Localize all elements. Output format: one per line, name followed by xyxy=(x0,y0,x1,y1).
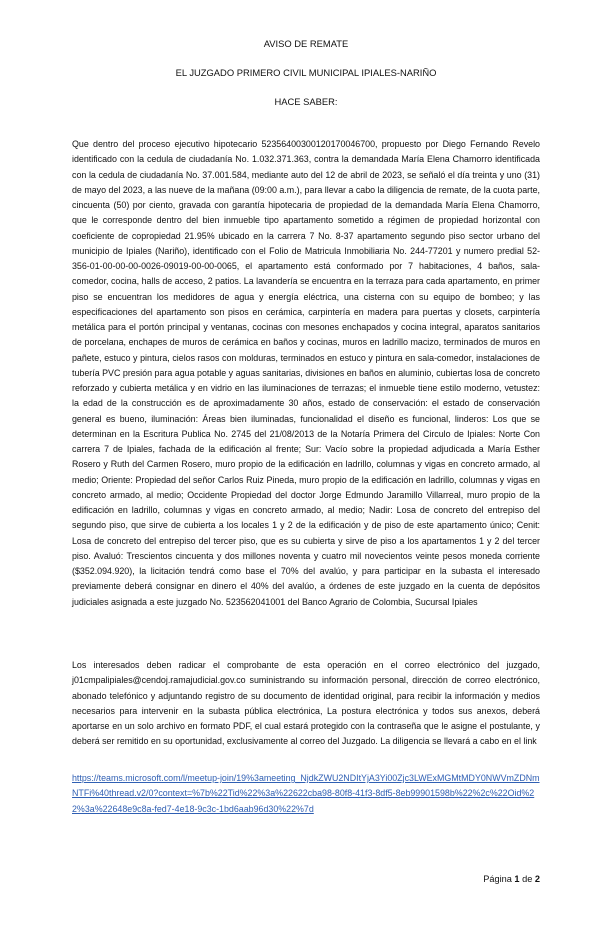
announcement-heading: HACE SABER: xyxy=(274,96,338,107)
court-name: EL JUZGADO PRIMERO CIVIL MUNICIPAL IPIALES-NARIÑO xyxy=(175,67,437,78)
document-title: AVISO DE REMATE xyxy=(263,38,349,49)
page-total: 2 xyxy=(534,874,540,884)
meeting-link[interactable]: https://teams.microsoft.com/l/meetup-join/19%3ameeting_NjdkZWU2NDItYjA3Yi00Zjc3LWExMGMtMDY0NWVmZDNmNTFi%40thread.v2/0?context=%7b%22Tid%22%3a%22622cba98-80f8-41f3-8df5-8eb99901598b%22%2c%22Oid%22%3a%22648e9c8a-fed7-4e18-9c3c-1bd6aab96d30%22%7d xyxy=(72,773,540,814)
instructions-paragraph: Los interesados deben radicar el comprobante de esta operación en el correo electrónico del juzgado, j01cmpalipiales@cendoj.ramajudicial.gov.co suministrando su información personal, dirección de correo electrónico, abonado telefónico y adjuntando registro de su documento de identidad original, para recibir la información y medios necesarios para intervenir en la subasta pública electrónica, La postura electrónica y todos sus anexos, deberá aportarse en un solo archivo en formato PDF, el cual estará protegido con la contraseña que le asigne el postulante, y deberá ser remitido en su oportunidad, exclusivamente al correo del Juzgado. La diligencia se llevará a cabo en el link xyxy=(72,660,540,747)
page-label: Página xyxy=(483,874,512,884)
page-current: 1 xyxy=(514,874,520,884)
page-of: de xyxy=(522,874,533,884)
main-paragraph: Que dentro del proceso ejecutivo hipotecario 52356400300120170046700, propuesto por Diego Fernando Revelo identificado con la cedula de ciudadanía No. 1.032.371.363, contra la demandada María Elena Chamorro identificada con la cedula de ciudadanía No. 37.001.584, mediante auto del 12 de abril de 2023, se señaló el día treinta y uno (31) de mayo del 2023, a las nueve de la mañana (09:00 a.m.), para llevar a cabo la diligencia de remate, de la cuota parte, cincuenta (50) por ciento, gravada con garantía hipotecaria de propiedad de la demandada María Elena Chamorro, que le corresponde dentro del bien inmueble tipo apartamento sometido a régimen de propiedad horizontal con coeficiente de copropiedad 21.95% ubicado en la carrera 7 No. 8-37 apartamento segundo piso sector urbano del municipio de Ipiales (Nariño), identificado con el Folio de Matricula Inmobiliaria No. 244-77201 y numero predial 52-356-01-00-00-00-0026-09019-00-00-0065, el apartamento está conformado por 7 habitaciones, 4 baños, sala-comedor, cocina, halls de acceso, 2 patios. La lavandería se encuentra en la terraza para cada apartamento, en primer piso se encuentran los medidores de agua y energía eléctrica, una cisterna con su equipo de bombeo; y las especificaciones del apartamento son pisos en cerámica, carpintería en madera para puertas y closets, carpintería metálica para el portón principal y ventanas, cocinas con mesones enchapados y cocina integral, aparatos sanitarios de porcelana, enchapes de muros de cerámica en baños y cocinas, muros en ladrillo macizo, terminados de muros en pañete, estuco y pintura, cielos rasos con molduras, terminados en estuco y pintura en sala-comedor, instalaciones de tubería PVC presión para agua potable y aguas sanitarias, divisiones en baños en aluminio, cubiertas losa de concreto reforzado y cubierta metálica y en vidrio en las iluminaciones de terrazas; el inmueble tiene estilo moderno, vetustez: la edad de la construcción es de aproximadamente 30 años, estado de conservación: el estado de conservación general es bueno, iluminación: Áreas bien iluminadas, funcionalidad el diseño es funcional, linderos: Los que se determinan en la Escritura Publica No. 2745 del 21/08/2013 de la Notaría Primera del Circulo de Ipiales: Norte Con carrera 7 de Ipiales, fachada de la edificación al frente; Sur: Vacío sobre la propiedad adjudicada a María Esther Rosero y Ruth del Carmen Rosero, muro propio de la edificación en ladrillo, columnas y vigas en concreto armado, al medio; Oriente: Propiedad del señor Carlos Ruiz Pineda, muro propio de la edificación en ladrillo, columnas y vigas en concreto armado, al medio; Occidente Propiedad del doctor Jorge Edmundo Jaramillo Villarreal, muro propio de la edificación en ladrillo, columnas y vigas en concreto armado, al medio; Nadir: Losa de concreto del entrepiso del segundo piso, que sirve de cubierta a los locales 1 y 2 de la edificación y de piso de este apartamento único; Cenit: Losa de concreto del entrepiso del tercer piso, que es su cubierta y sirve de piso a los apartamentos 1 y 2 del tercer piso. Avaluó: Trescientos cincuenta y dos millones noventa y cuatro mil novecientos veinte pesos moneda corriente ($352.094.920), la licitación tendrá como base el 70% del avalúo, y para participar en la subasta el interesado previamente deberá consignar en dinero el 40% del avalúo, a órdenes de este juzgado en la cuenta de depósitos judiciales asignada a este juzgado No. 523562041001 del Banco Agrario de Colombia, Sucursal Ipiales xyxy=(72,139,540,607)
page-number xyxy=(483,873,540,885)
